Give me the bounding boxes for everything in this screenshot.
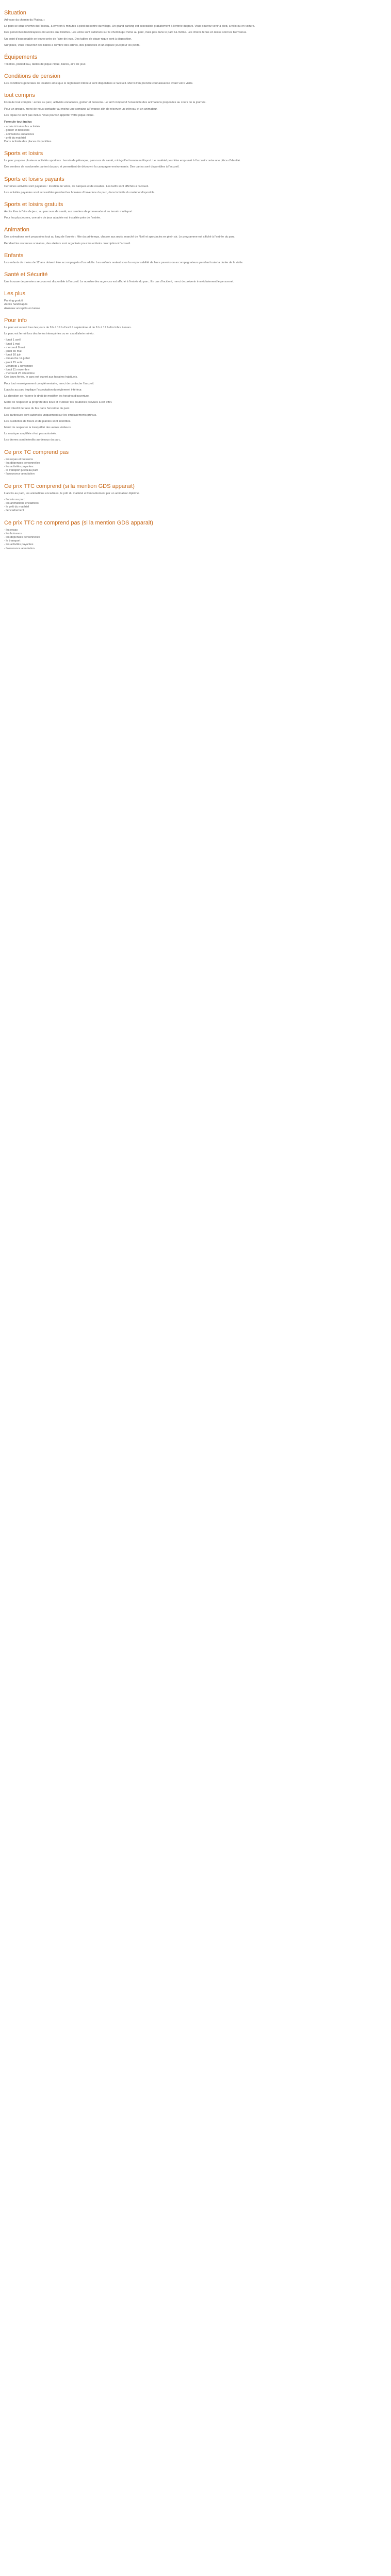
paragraph: Pendant les vacances scolaires, des ateliers sont organisés pour les enfants. Inscription à l'accueil. [4,242,131,245]
paragraph: Les repas ne sont pas inclus. Vous pouvez apporter votre pique-nique. [4,113,94,117]
list-item: Animaux acceptés en laisse [4,307,40,310]
section-title: Sports et loisirs gratuits [4,201,63,208]
note-paragraph: La musique amplifiée n'est pas autorisée. [4,432,57,436]
paragraph: Adresse du chemin du Plateau : [4,19,45,22]
bullet-list [4,529,387,551]
section-enfants [4,252,387,265]
list-item: - les dépenses personnelles [4,536,40,539]
paragraph: Un point d'eau potable se trouve près de l'aire de jeux. Des tables de pique-nique sont à disposition. [4,37,132,41]
note-paragraph: La direction se réserve le droit de modifier les horaires d'ouverture. [4,394,90,398]
section-title: Sports et loisirs [4,150,43,157]
section-title: Conditions de pension [4,73,60,80]
note-paragraph: Pour tout renseignement complémentaire, merci de contacter l'accueil. [4,382,94,385]
document-page [0,0,391,551]
paragraph: Les enfants de moins de 12 ans doivent être accompagnés d'un adulte. Les enfants restent sous la responsabilité de leurs parents ou accompagnateurs pendant toute la durée de la visite. [4,261,243,264]
list-item: - lundi 1 avril [4,338,21,342]
section-title: Enfants [4,252,24,259]
paragraph: L'accès au parc, les animations encadrées, le prêt du matériel et l'encadrement par un animateur diplômé. [4,492,140,495]
paragraph: Pour un groupe, merci de nous contacter au moins une semaine à l'avance afin de réserver un créneau et un animateur. [4,107,158,111]
paragraph: Une trousse de premiers secours est disponible à l'accueil. Le numéro des urgences est affiché à l'entrée du parc. En cas d'incident, merci de prévenir immédiatement le personnel. [4,280,234,284]
list-item: - le prêt du matériel [4,505,29,509]
section-pour-info [4,317,387,443]
list-item: - les animations encadrées [4,501,39,505]
section-conditions [4,73,387,86]
paragraph: Des sentiers de randonnée partent du parc et permettent de découvrir la campagne environnante. Des cartes sont disponibles à l'accueil. [4,165,180,169]
list-item: - les repas et boissons [4,457,33,461]
list-item: - vendredi 1 novembre [4,364,33,368]
paragraph: Le parc propose plusieurs activités sportives : terrain de pétanque, parcours de santé, mini-golf et terrain multisport. Le matériel peut être emprunté à l'accueil contre une pièce d'identité. [4,159,241,163]
list-item: - le transport [4,539,21,543]
note-paragraph: Merci de respecter la tranquillité des autres visiteurs. [4,426,72,429]
section-sports-loisirs-gratuits [4,201,387,220]
paragraph: Pour les plus jeunes, une aire de jeux adaptée est installée près de l'entrée. [4,216,101,220]
paragraph: Accès libre à l'aire de jeux, au parcours de santé, aux sentiers de promenade et au terrain multisport. [4,210,134,214]
section-footer: Dans la limite des places disponibles. [4,140,52,144]
list-item: - le transport jusqu'au parc [4,469,39,472]
paragraph: Toilettes, point d'eau, tables de pique-nique, bancs, aire de jeux. [4,63,87,66]
section-title: Ce prix TTC comprend (si la mention GDS apparait) [4,483,135,489]
note-paragraph: Merci de respecter la propreté des lieux et d'utiliser les poubelles prévues à cet effet. [4,401,112,404]
bullet-list [4,299,387,311]
note-paragraph: Il est interdit de faire du feu dans l'enceinte du parc. [4,407,70,411]
paragraph: Des animations sont proposées tout au long de l'année : fête du printemps, chasse aux œufs, marché de Noël et spectacles en plein air. Le programme est affiché à l'entrée du parc. [4,235,235,239]
list-item: - les repas [4,528,18,532]
bullet-list [4,125,387,140]
section-ce-prix-tc-comprend [4,449,387,477]
paragraph: Le parc se situe chemin du Plateau, à environ 5 minutes à pied du centre du village. Un grand parking est accessible gratuitement à l'entrée du parc. Vous pourrez venir à pied, à vélo ou en voiture. [4,25,255,28]
note-paragraph: Les barbecues sont autorisés uniquement sur les emplacements prévus. [4,413,97,417]
list-item: - jeudi 30 mai [4,349,22,353]
paragraph: Sur place, vous trouverez des bancs à l'ombre des arbres, des poubelles et un espace jeux pour les petits. [4,43,140,47]
section-sports-loisirs-payants [4,176,387,195]
list-item: - les activités payantes [4,543,34,547]
list-item: - mercredi 8 mai [4,346,25,349]
paragraph: Les conditions générales de location ainsi que le règlement intérieur sont disponibles à l'accueil. Merci d'en prendre connaissance avant votre visite. [4,82,193,86]
list-item: Accès handicapés [4,303,28,307]
section-sports-loisirs [4,150,387,169]
list-item: - lundi 1 mai [4,342,20,346]
section-title: Ce prix TTC ne comprend pas (si la mention GDS apparait) [4,519,153,526]
section-title: Sports et loisirs payants [4,176,64,182]
paragraph: Le parc est fermé lors des fortes intempéries ou en cas d'alerte météo. [4,332,94,336]
section-equipements [4,54,387,66]
section-title: Santé et Sécurité [4,272,48,278]
paragraph: Des personnes handicapées ont accès aux toilettes. Les vélos sont autorisés sur le chemin qui mène au parc, mais pas dans le parc lui-même. Les chiens tenus en laisse sont les bienvenus. [4,31,247,35]
section-tout-compris [4,92,387,144]
list-item: - jeudi 15 août [4,361,23,364]
section-les-plus [4,290,387,311]
list-item: - les dépenses personnelles [4,461,40,465]
section-title: Les plus [4,291,25,297]
list-item: - l'accès au parc [4,498,25,501]
section-title: Équipements [4,54,38,61]
section-ce-prix-tc-comprend-gds [4,483,387,513]
note-paragraph: Ces jours fériés, le parc est ouvert aux horaires habituels. [4,376,78,379]
paragraph: Formule tout compris : accès au parc, activités encadrées, goûter et boissons. Le tarif comprend l'ensemble des animations proposées au cours de la journée. [4,101,206,105]
list-item: - les activités payantes [4,465,34,468]
list-item: - mercredi 25 décembre [4,372,35,376]
note-paragraph: L'accès au parc implique l'acceptation du règlement intérieur. [4,388,83,392]
section-title: tout compris [4,92,35,99]
note-paragraph: Les cueillettes de fleurs et de plantes sont interdites. [4,419,71,423]
section-title: Pour info [4,317,27,324]
section-sante-securite [4,271,387,284]
bullet-list [4,458,387,477]
section-animation [4,226,387,245]
list-item: - lundi 10 juin [4,353,22,357]
list-item: - l'encadrement [4,509,24,513]
section-title: Animation [4,227,29,233]
notes-list [4,376,387,442]
list-item: - goûter et boissons [4,129,30,132]
list-item: - prêt du matériel [4,136,26,140]
paragraph: Le parc est ouvert tous les jours de 9 h à 19 h d'avril à septembre et de 9 h à 17 h d'octobre à mars. [4,326,132,329]
bullet-list [4,498,387,513]
subsection-title: Formule tout inclus [4,121,32,124]
list-item: - animations encadrées [4,132,35,136]
section-title: Situation [4,10,26,16]
list-item: - accès à toutes les activités [4,125,40,129]
list-item: Parking gratuit [4,299,23,303]
list-item: - lundi 11 novembre [4,368,30,371]
bullet-list [4,338,387,376]
paragraph: Certaines activités sont payantes : location de vélos, de barques et de rosalies. Les tarifs sont affichés à l'accueil. [4,184,149,188]
note-paragraph: Les drones sont interdits au-dessus du parc. [4,438,61,442]
section-situation [4,9,387,47]
list-item: - l'assurance annulation [4,472,35,476]
paragraph: Les activités payantes sont accessibles pendant les horaires d'ouverture du parc, dans la limite du matériel disponible. [4,191,155,194]
section-ce-prix-ttc-ne-comprend [4,519,387,551]
list-item: - les boissons [4,532,22,535]
list-item: - l'assurance annulation [4,547,35,550]
section-title: Ce prix TC comprend pas [4,449,69,455]
list-item: - dimanche 14 juillet [4,357,30,361]
